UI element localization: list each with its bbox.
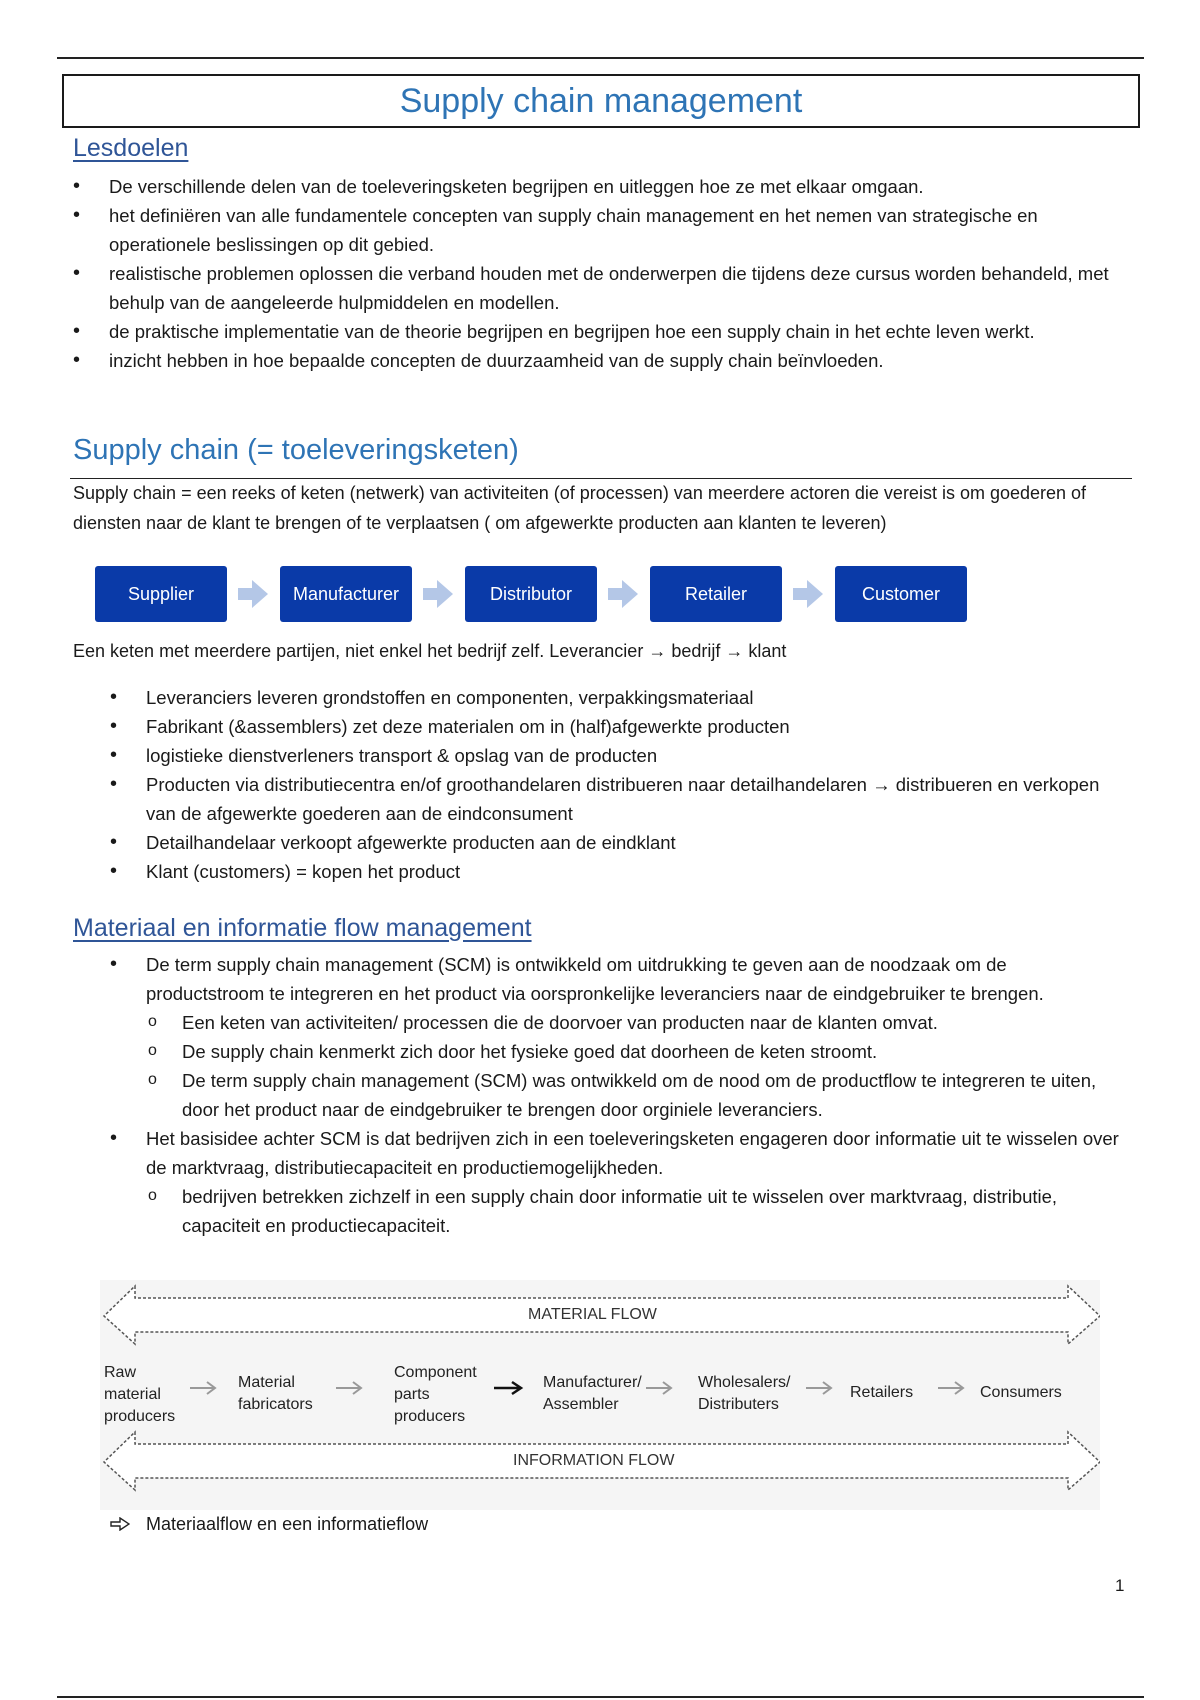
page-number: 1 <box>1115 1576 1125 1595</box>
list-item <box>110 1124 1130 1240</box>
conclusion-arrow-icon <box>110 1517 130 1531</box>
list-item <box>110 950 1130 1124</box>
arrow-icon <box>423 580 453 608</box>
arrow-icon <box>804 1380 834 1396</box>
chain-box-retailer: Retailer <box>650 566 782 622</box>
chain-box-manufacturer: Manufacturer <box>280 566 412 622</box>
arrow-icon <box>936 1380 966 1396</box>
materiaal-bullet-2: Het basisidee achter SCM is dat bedrijven zich in een toeleveringsketen engageren door informatie uit te wisselen over de marktvraag, distributiecapaciteit en productiemogelijkheden. <box>146 1128 1119 1178</box>
list-item: • Detailhandelaar verkoopt afgewerkte producten aan de eindklant <box>110 828 1130 857</box>
page-title: Supply chain management <box>399 82 803 120</box>
sub-list-item: o bedrijven betrekken zichzelf in een supply chain door informatie uit te wisselen over marktvraag, distributie, capaciteit en productiecapaciteit. <box>146 1182 1130 1240</box>
materiaal-bullet-1: De term supply chain management (SCM) is ontwikkeld om uitdrukking te geven aan de noodzaak om de productstroom te integreren en het product via oorspronkelijke leveranciers naar de eindgebruiker te brengen. <box>146 954 1044 1004</box>
list-item: • de praktische implementatie van de theorie begrijpen en begrijpen hoe een supply chain in het echte leven werkt. <box>73 317 1113 346</box>
list-item: • Fabrikant (&assemblers) zet deze materialen om in (half)afgewerkte producten <box>110 712 1130 741</box>
list-item: • De verschillende delen van de toeleveringsketen begrijpen en uitleggen hoe ze met elkaar omgaan. <box>73 172 1113 201</box>
sub-list <box>146 1182 1130 1240</box>
title-box <box>62 74 1140 128</box>
conclusion-text: Materiaalflow en een informatieflow <box>146 1514 429 1534</box>
flow-node-wholesalers: Wholesalers/ Distributers <box>698 1374 791 1413</box>
flow-node-retailers: Retailers <box>850 1384 914 1401</box>
list-item: • logistieke dienstverleners transport & opslag van de producten <box>110 741 1130 770</box>
list-item: • realistische problemen oplossen die verband houden met de onderwerpen die tijdens deze cursus worden behandeld, met behulp van de aangeleerde hulpmiddelen en modellen. <box>73 259 1113 317</box>
materiaal-heading: Materiaal en informatie flow management <box>73 914 532 942</box>
chain-box-distributor: Distributor <box>465 566 597 622</box>
lesdoelen-heading: Lesdoelen <box>73 134 189 162</box>
arrow-icon <box>238 580 268 608</box>
supply-chain-heading: Supply chain (= toeleveringsketen) <box>73 434 519 466</box>
flow-node-component-parts: Component parts producers <box>394 1364 477 1425</box>
flow-node-material-fabricators: Material fabricators <box>238 1374 313 1413</box>
list-item: • Leveranciers leveren grondstoffen en componenten, verpakkingsmateriaal <box>110 683 1130 712</box>
chain-box-supplier: Supplier <box>95 566 227 622</box>
list-item: • Klant (customers) = kopen het product <box>110 857 1130 886</box>
top-rule <box>57 57 1144 59</box>
sub-list-item: o De supply chain kenmerkt zich door het fysieke goed dat doorheen de keten stroomt. <box>146 1037 1130 1066</box>
supply-chain-definition: Supply chain = een reeks of keten (netwerk) van activiteiten (of processen) van meerdere actoren die vereist is om goederen of diensten naar de klant te brengen of te verplaatsen ( om afgewerkte producten aan klanten te leveren) <box>73 483 1087 533</box>
flow-diagram <box>100 1280 1100 1510</box>
arrow-icon <box>334 1380 364 1396</box>
bottom-rule <box>57 1696 1144 1698</box>
material-flow-label: MATERIAL FLOW <box>528 1306 657 1323</box>
arrow-icon <box>492 1380 524 1396</box>
sub-list-item: o De term supply chain management (SCM) was ontwikkeld om de nood om de productflow te integreren te uiten, door het product naar de eindgebruiker te brengen door orginiele leveranciers. <box>146 1066 1130 1124</box>
arrow-icon <box>188 1380 218 1396</box>
information-flow-label: INFORMATION FLOW <box>513 1452 675 1469</box>
supply-chain-list <box>110 683 1130 886</box>
sub-list-item: o Een keten van activiteiten/ processen die de doorvoer van producten naar de klanten omvat. <box>146 1008 1130 1037</box>
flow-node-manufacturer: Manufacturer/ Assembler <box>543 1374 642 1413</box>
materiaal-list <box>110 950 1130 1240</box>
chain-box-customer: Customer <box>835 566 967 622</box>
list-item: • Producten via distributiecentra en/of groothandelaren distribueren naar detailhandelaren → distribueren en verkopen van de afgewerkte goederen aan de eindconsument <box>110 770 1130 828</box>
sub-list <box>146 1008 1130 1124</box>
arrow-icon <box>608 580 638 608</box>
flow-node-raw-material: Raw material producers <box>104 1364 176 1425</box>
list-item: • inzicht hebben in hoe bepaalde concepten de duurzaamheid van de supply chain beïnvloeden. <box>73 346 1113 375</box>
supply-chain-diagram <box>95 566 975 622</box>
arrow-icon <box>793 580 823 608</box>
arrow-icon <box>644 1380 674 1396</box>
keten-line: Een keten met meerdere partijen, niet enkel het bedrijf zelf. Leverancier → bedrijf → klant <box>73 641 787 661</box>
flow-node-consumers: Consumers <box>980 1384 1062 1401</box>
lesdoelen-list <box>73 172 1113 375</box>
list-item: • het definiëren van alle fundamentele concepten van supply chain management en het nemen van strategische en operationele beslissingen op dit gebied. <box>73 201 1113 259</box>
